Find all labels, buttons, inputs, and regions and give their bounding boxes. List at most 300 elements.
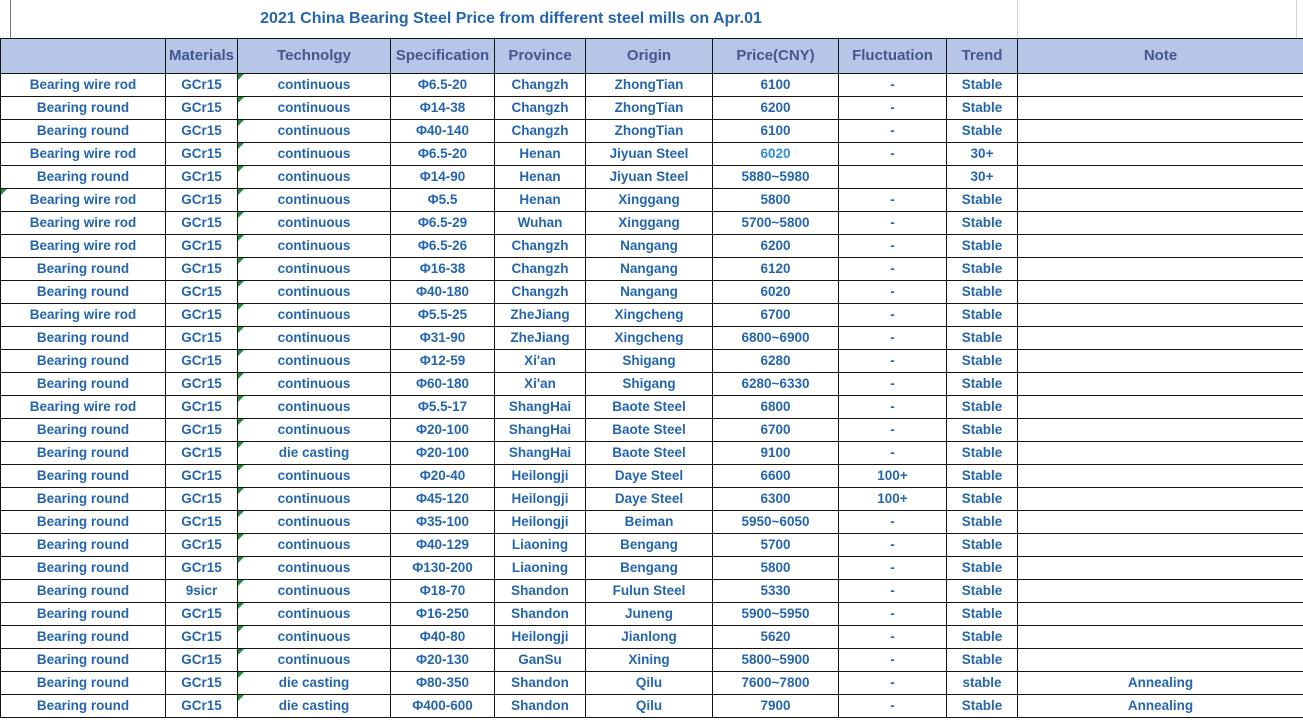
cell-product[interactable]: Bearing round bbox=[1, 120, 166, 143]
cell-materials[interactable]: GCr15 bbox=[166, 373, 238, 396]
header-cell-product[interactable] bbox=[1, 39, 166, 74]
cell-province[interactable]: ShangHai bbox=[495, 396, 586, 419]
cell-specification[interactable]: Φ130-200 bbox=[391, 557, 495, 580]
cell-province[interactable]: GanSu bbox=[495, 649, 586, 672]
cell-technology[interactable]: continuous bbox=[238, 511, 391, 534]
cell-technology[interactable]: continuous bbox=[238, 626, 391, 649]
cell-province[interactable]: ShangHai bbox=[495, 442, 586, 465]
cell-fluctuation[interactable]: 100+ bbox=[839, 488, 947, 511]
cell-product[interactable]: Bearing wire rod bbox=[1, 143, 166, 166]
cell-product[interactable]: Bearing round bbox=[1, 166, 166, 189]
cell-materials[interactable]: GCr15 bbox=[166, 350, 238, 373]
cell-technology[interactable]: continuous bbox=[238, 281, 391, 304]
cell-note[interactable] bbox=[1018, 511, 1303, 534]
cell-province[interactable]: Changzh bbox=[495, 120, 586, 143]
error-indicator-icon bbox=[238, 74, 244, 80]
cell-origin[interactable]: Fulun Steel bbox=[586, 580, 713, 603]
cell-product[interactable]: Bearing round bbox=[1, 511, 166, 534]
cell-province[interactable]: Heilongji bbox=[495, 488, 586, 511]
header-cell-fluctuation[interactable]: Fluctuation bbox=[839, 39, 947, 74]
cell-province[interactable]: Henan bbox=[495, 189, 586, 212]
cell-technology[interactable]: continuous bbox=[238, 258, 391, 281]
cell-price[interactable]: 6800~6900 bbox=[713, 327, 839, 350]
cell-origin[interactable]: ZhongTian bbox=[586, 120, 713, 143]
cell-materials[interactable]: GCr15 bbox=[166, 695, 238, 718]
cell-product[interactable]: Bearing wire rod bbox=[1, 189, 166, 212]
cell-note[interactable] bbox=[1018, 534, 1303, 557]
cell-price[interactable]: 6700 bbox=[713, 304, 839, 327]
cell-note[interactable] bbox=[1018, 258, 1303, 281]
cell-note[interactable] bbox=[1018, 396, 1303, 419]
cell-technology[interactable]: continuous bbox=[238, 212, 391, 235]
title-row bbox=[0, 0, 1303, 38]
cell-technology[interactable]: continuous bbox=[238, 419, 391, 442]
cell-origin[interactable]: Baote Steel bbox=[586, 419, 713, 442]
cell-province[interactable]: Henan bbox=[495, 166, 586, 189]
cell-origin[interactable]: Nangang bbox=[586, 258, 713, 281]
header-cell-specification[interactable]: Specification bbox=[391, 39, 495, 74]
table-row bbox=[1, 304, 1303, 327]
cell-price[interactable]: 6280~6330 bbox=[713, 373, 839, 396]
header-cell-price[interactable]: Price(CNY) bbox=[713, 39, 839, 74]
cell-technology[interactable]: continuous bbox=[238, 235, 391, 258]
cell-technology[interactable]: continuous bbox=[238, 120, 391, 143]
cell-fluctuation[interactable]: - bbox=[839, 373, 947, 396]
cell-technology[interactable]: continuous bbox=[238, 649, 391, 672]
cell-origin[interactable]: Xining bbox=[586, 649, 713, 672]
cell-trend[interactable]: Stable bbox=[947, 304, 1018, 327]
cell-fluctuation[interactable]: - bbox=[839, 672, 947, 695]
cell-product[interactable]: Bearing round bbox=[1, 442, 166, 465]
cell-materials[interactable]: GCr15 bbox=[166, 396, 238, 419]
cell-trend[interactable]: Stable bbox=[947, 120, 1018, 143]
cell-trend[interactable]: Stable bbox=[947, 626, 1018, 649]
cell-product[interactable]: Bearing round bbox=[1, 258, 166, 281]
cell-product[interactable]: Bearing round bbox=[1, 649, 166, 672]
cell-specification[interactable]: Φ6.5-20 bbox=[391, 143, 495, 166]
cell-specification[interactable]: Φ18-70 bbox=[391, 580, 495, 603]
cell-origin[interactable]: Jianlong bbox=[586, 626, 713, 649]
cell-province[interactable]: Shandon bbox=[495, 580, 586, 603]
cell-specification[interactable]: Φ80-350 bbox=[391, 672, 495, 695]
cell-origin[interactable]: Baote Steel bbox=[586, 442, 713, 465]
cell-fluctuation[interactable]: - bbox=[839, 189, 947, 212]
cell-fluctuation[interactable] bbox=[839, 166, 947, 189]
cell-note[interactable] bbox=[1018, 626, 1303, 649]
cell-price[interactable]: 5330 bbox=[713, 580, 839, 603]
cell-note[interactable] bbox=[1018, 327, 1303, 350]
cell-price[interactable]: 5900~5950 bbox=[713, 603, 839, 626]
cell-price[interactable]: 5950~6050 bbox=[713, 511, 839, 534]
cell-specification[interactable]: Φ14-90 bbox=[391, 166, 495, 189]
cell-fluctuation[interactable]: - bbox=[839, 557, 947, 580]
cell-province[interactable]: Xi'an bbox=[495, 350, 586, 373]
cell-province[interactable]: Changzh bbox=[495, 74, 586, 97]
cell-materials[interactable]: GCr15 bbox=[166, 419, 238, 442]
cell-fluctuation[interactable]: - bbox=[839, 603, 947, 626]
cell-province[interactable]: Wuhan bbox=[495, 212, 586, 235]
header-cell-origin[interactable]: Origin bbox=[586, 39, 713, 74]
cell-fluctuation[interactable]: - bbox=[839, 442, 947, 465]
cell-materials[interactable]: GCr15 bbox=[166, 465, 238, 488]
cell-price[interactable]: 9100 bbox=[713, 442, 839, 465]
cell-specification[interactable]: Φ6.5-29 bbox=[391, 212, 495, 235]
cell-note[interactable] bbox=[1018, 580, 1303, 603]
cell-technology[interactable]: continuous bbox=[238, 534, 391, 557]
cell-specification[interactable]: Φ5.5 bbox=[391, 189, 495, 212]
cell-trend[interactable]: Stable bbox=[947, 373, 1018, 396]
cell-price[interactable]: 6700 bbox=[713, 419, 839, 442]
cell-province[interactable]: Heilongji bbox=[495, 511, 586, 534]
cell-province[interactable]: ShangHai bbox=[495, 419, 586, 442]
cell-product[interactable]: Bearing round bbox=[1, 488, 166, 511]
cell-fluctuation[interactable]: - bbox=[839, 580, 947, 603]
cell-origin[interactable]: Xinggang bbox=[586, 189, 713, 212]
cell-materials[interactable]: GCr15 bbox=[166, 534, 238, 557]
cell-materials[interactable]: 9sicr bbox=[166, 580, 238, 603]
cell-note[interactable] bbox=[1018, 488, 1303, 511]
cell-note[interactable] bbox=[1018, 189, 1303, 212]
table-row bbox=[1, 580, 1303, 603]
cell-province[interactable]: Xi'an bbox=[495, 373, 586, 396]
cell-materials[interactable]: GCr15 bbox=[166, 488, 238, 511]
cell-trend[interactable]: Stable bbox=[947, 465, 1018, 488]
cell-province[interactable]: Heilongji bbox=[495, 465, 586, 488]
cell-price[interactable]: 5700~5800 bbox=[713, 212, 839, 235]
cell-technology[interactable]: continuous bbox=[238, 143, 391, 166]
cell-specification[interactable]: Φ14-38 bbox=[391, 97, 495, 120]
cell-trend[interactable]: Stable bbox=[947, 74, 1018, 97]
cell-fluctuation[interactable]: - bbox=[839, 419, 947, 442]
cell-origin[interactable]: Nangang bbox=[586, 281, 713, 304]
cell-specification[interactable]: Φ60-180 bbox=[391, 373, 495, 396]
cell-product[interactable]: Bearing round bbox=[1, 672, 166, 695]
cell-specification[interactable]: Φ45-120 bbox=[391, 488, 495, 511]
cell-origin[interactable]: ZhongTian bbox=[586, 97, 713, 120]
cell-origin[interactable]: Shigang bbox=[586, 350, 713, 373]
cell-product[interactable]: Bearing round bbox=[1, 419, 166, 442]
cell-technology[interactable]: continuous bbox=[238, 327, 391, 350]
cell-trend[interactable]: 30+ bbox=[947, 143, 1018, 166]
cell-province[interactable]: Changzh bbox=[495, 281, 586, 304]
cell-specification[interactable]: Φ40-140 bbox=[391, 120, 495, 143]
cell-price[interactable]: 7600~7800 bbox=[713, 672, 839, 695]
cell-trend[interactable]: 30+ bbox=[947, 166, 1018, 189]
cell-note[interactable] bbox=[1018, 212, 1303, 235]
cell-province[interactable]: ZheJiang bbox=[495, 304, 586, 327]
cell-technology[interactable]: continuous bbox=[238, 557, 391, 580]
cell-price[interactable]: 6280 bbox=[713, 350, 839, 373]
cell-price[interactable]: 6120 bbox=[713, 258, 839, 281]
cell-note[interactable] bbox=[1018, 649, 1303, 672]
cell-note[interactable] bbox=[1018, 350, 1303, 373]
cell-fluctuation[interactable]: - bbox=[839, 396, 947, 419]
cell-specification[interactable]: Φ5.5-25 bbox=[391, 304, 495, 327]
header-cell-materials[interactable]: Materials bbox=[166, 39, 238, 74]
cell-trend[interactable]: Stable bbox=[947, 258, 1018, 281]
cell-note[interactable] bbox=[1018, 235, 1303, 258]
cell-origin[interactable]: Xingcheng bbox=[586, 327, 713, 350]
cell-note[interactable] bbox=[1018, 304, 1303, 327]
cell-province[interactable]: Liaoning bbox=[495, 534, 586, 557]
cell-technology[interactable]: die casting bbox=[238, 442, 391, 465]
cell-specification[interactable]: Φ20-100 bbox=[391, 419, 495, 442]
cell-materials[interactable]: GCr15 bbox=[166, 212, 238, 235]
cell-trend[interactable]: Stable bbox=[947, 327, 1018, 350]
cell-trend[interactable]: Stable bbox=[947, 534, 1018, 557]
cell-materials[interactable]: GCr15 bbox=[166, 511, 238, 534]
cell-specification[interactable]: Φ40-80 bbox=[391, 626, 495, 649]
table-row bbox=[1, 488, 1303, 511]
cell-product[interactable]: Bearing round bbox=[1, 603, 166, 626]
cell-price[interactable]: 5800~5900 bbox=[713, 649, 839, 672]
cell-origin[interactable]: Baote Steel bbox=[586, 396, 713, 419]
cell-specification[interactable]: Φ40-129 bbox=[391, 534, 495, 557]
cell-technology[interactable]: continuous bbox=[238, 396, 391, 419]
cell-trend[interactable]: Stable bbox=[947, 488, 1018, 511]
cell-technology[interactable]: continuous bbox=[238, 166, 391, 189]
cell-note[interactable] bbox=[1018, 603, 1303, 626]
cell-trend[interactable]: Stable bbox=[947, 281, 1018, 304]
cell-materials[interactable]: GCr15 bbox=[166, 626, 238, 649]
cell-trend[interactable]: Stable bbox=[947, 212, 1018, 235]
cell-fluctuation[interactable]: - bbox=[839, 304, 947, 327]
cell-note[interactable]: Annealing bbox=[1018, 695, 1303, 718]
cell-product[interactable]: Bearing round bbox=[1, 327, 166, 350]
cell-origin[interactable]: Daye Steel bbox=[586, 465, 713, 488]
cell-province[interactable]: Heilongji bbox=[495, 626, 586, 649]
cell-fluctuation[interactable]: - bbox=[839, 120, 947, 143]
cell-price[interactable]: 5620 bbox=[713, 626, 839, 649]
cell-technology[interactable]: continuous bbox=[238, 189, 391, 212]
cell-note[interactable] bbox=[1018, 557, 1303, 580]
cell-fluctuation[interactable]: - bbox=[839, 626, 947, 649]
cell-technology[interactable]: continuous bbox=[238, 580, 391, 603]
cell-price[interactable]: 6100 bbox=[713, 120, 839, 143]
cell-province[interactable]: Henan bbox=[495, 143, 586, 166]
table-row bbox=[1, 396, 1303, 419]
cell-trend[interactable]: Stable bbox=[947, 350, 1018, 373]
cell-note[interactable] bbox=[1018, 74, 1303, 97]
error-indicator-icon bbox=[238, 327, 244, 333]
cell-specification[interactable]: Φ12-59 bbox=[391, 350, 495, 373]
cell-materials[interactable]: GCr15 bbox=[166, 189, 238, 212]
cell-price[interactable]: 6800 bbox=[713, 396, 839, 419]
header-cell-trend[interactable]: Trend bbox=[947, 39, 1018, 74]
header-cell-technology[interactable]: Technolgy bbox=[238, 39, 391, 74]
cell-materials[interactable]: GCr15 bbox=[166, 143, 238, 166]
cell-materials[interactable]: GCr15 bbox=[166, 281, 238, 304]
cell-price[interactable]: 5880~5980 bbox=[713, 166, 839, 189]
cell-materials[interactable]: GCr15 bbox=[166, 442, 238, 465]
cell-note[interactable] bbox=[1018, 97, 1303, 120]
cell-province[interactable]: Shandon bbox=[495, 695, 586, 718]
cell-origin[interactable]: Nangang bbox=[586, 235, 713, 258]
cell-product[interactable]: Bearing round bbox=[1, 373, 166, 396]
cell-specification[interactable]: Φ20-100 bbox=[391, 442, 495, 465]
cell-note[interactable]: Annealing bbox=[1018, 672, 1303, 695]
cell-technology[interactable]: continuous bbox=[238, 74, 391, 97]
cell-price[interactable]: 6600 bbox=[713, 465, 839, 488]
cell-product[interactable]: Bearing round bbox=[1, 97, 166, 120]
cell-specification[interactable]: Φ40-180 bbox=[391, 281, 495, 304]
cell-fluctuation[interactable]: - bbox=[839, 235, 947, 258]
cell-product[interactable]: Bearing round bbox=[1, 281, 166, 304]
cell-technology[interactable]: continuous bbox=[238, 488, 391, 511]
cell-province[interactable]: Liaoning bbox=[495, 557, 586, 580]
cell-trend[interactable]: Stable bbox=[947, 235, 1018, 258]
cell-materials[interactable]: GCr15 bbox=[166, 97, 238, 120]
cell-materials[interactable]: GCr15 bbox=[166, 258, 238, 281]
cell-fluctuation[interactable]: 100+ bbox=[839, 465, 947, 488]
cell-note[interactable] bbox=[1018, 465, 1303, 488]
cell-technology[interactable]: die casting bbox=[238, 672, 391, 695]
cell-origin[interactable]: Beiman bbox=[586, 511, 713, 534]
cell-price[interactable]: 6200 bbox=[713, 235, 839, 258]
cell-trend[interactable]: stable bbox=[947, 672, 1018, 695]
cell-fluctuation[interactable]: - bbox=[839, 649, 947, 672]
cell-note[interactable] bbox=[1018, 442, 1303, 465]
cell-origin[interactable]: Daye Steel bbox=[586, 488, 713, 511]
cell-price[interactable]: 5700 bbox=[713, 534, 839, 557]
cell-product[interactable]: Bearing wire rod bbox=[1, 212, 166, 235]
cell-province[interactable]: Shandon bbox=[495, 603, 586, 626]
cell-specification[interactable]: Φ16-250 bbox=[391, 603, 495, 626]
cell-technology[interactable]: continuous bbox=[238, 465, 391, 488]
cell-specification[interactable]: Φ5.5-17 bbox=[391, 396, 495, 419]
cell-product[interactable]: Bearing round bbox=[1, 626, 166, 649]
cell-origin[interactable]: Bengang bbox=[586, 534, 713, 557]
cell-technology[interactable]: continuous bbox=[238, 97, 391, 120]
cell-materials[interactable]: GCr15 bbox=[166, 304, 238, 327]
cell-fluctuation[interactable]: - bbox=[839, 695, 947, 718]
cell-specification[interactable]: Φ6.5-26 bbox=[391, 235, 495, 258]
cell-specification[interactable]: Φ35-100 bbox=[391, 511, 495, 534]
cell-price[interactable]: 6020 bbox=[713, 281, 839, 304]
cell-materials[interactable]: GCr15 bbox=[166, 557, 238, 580]
cell-materials[interactable]: GCr15 bbox=[166, 672, 238, 695]
cell-origin[interactable]: Juneng bbox=[586, 603, 713, 626]
cell-province[interactable]: ZheJiang bbox=[495, 327, 586, 350]
cell-fluctuation[interactable]: - bbox=[839, 350, 947, 373]
cell-price[interactable]: 6200 bbox=[713, 97, 839, 120]
cell-trend[interactable]: Stable bbox=[947, 442, 1018, 465]
cell-technology[interactable]: continuous bbox=[238, 603, 391, 626]
cell-fluctuation[interactable]: - bbox=[839, 97, 947, 120]
cell-price[interactable]: 5800 bbox=[713, 557, 839, 580]
cell-product[interactable]: Bearing round bbox=[1, 695, 166, 718]
cell-trend[interactable]: Stable bbox=[947, 557, 1018, 580]
cell-trend[interactable]: Stable bbox=[947, 580, 1018, 603]
cell-fluctuation[interactable]: - bbox=[839, 534, 947, 557]
cell-product[interactable]: Bearing wire rod bbox=[1, 74, 166, 97]
cell-price[interactable]: 7900 bbox=[713, 695, 839, 718]
cell-origin[interactable]: Shigang bbox=[586, 373, 713, 396]
sheet-title[interactable]: 2021 China Bearing Steel Price from different steel mills on Apr.01 bbox=[10, 0, 1011, 38]
cell-origin[interactable]: Xinggang bbox=[586, 212, 713, 235]
cell-note[interactable] bbox=[1018, 143, 1303, 166]
cell-specification[interactable]: Φ31-90 bbox=[391, 327, 495, 350]
cell-origin[interactable]: Jiyuan Steel bbox=[586, 166, 713, 189]
cell-materials[interactable]: GCr15 bbox=[166, 327, 238, 350]
cell-materials[interactable]: GCr15 bbox=[166, 235, 238, 258]
cell-technology[interactable]: continuous bbox=[238, 304, 391, 327]
cell-trend[interactable]: Stable bbox=[947, 419, 1018, 442]
cell-note[interactable] bbox=[1018, 166, 1303, 189]
cell-materials[interactable]: GCr15 bbox=[166, 603, 238, 626]
cell-note[interactable] bbox=[1018, 373, 1303, 396]
cell-product[interactable]: Bearing round bbox=[1, 465, 166, 488]
cell-province[interactable]: Changzh bbox=[495, 258, 586, 281]
cell-materials[interactable]: GCr15 bbox=[166, 166, 238, 189]
cell-trend[interactable]: Stable bbox=[947, 189, 1018, 212]
cell-fluctuation[interactable]: - bbox=[839, 511, 947, 534]
error-indicator-icon bbox=[238, 396, 244, 402]
cell-product[interactable]: Bearing round bbox=[1, 350, 166, 373]
cell-specification[interactable]: Φ20-40 bbox=[391, 465, 495, 488]
cell-fluctuation[interactable]: - bbox=[839, 281, 947, 304]
cell-trend[interactable]: Stable bbox=[947, 97, 1018, 120]
table-row bbox=[1, 189, 1303, 212]
cell-origin[interactable]: Xingcheng bbox=[586, 304, 713, 327]
cell-technology[interactable]: die casting bbox=[238, 695, 391, 718]
cell-materials[interactable]: GCr15 bbox=[166, 649, 238, 672]
cell-product[interactable]: Bearing wire rod bbox=[1, 304, 166, 327]
cell-product[interactable]: Bearing wire rod bbox=[1, 235, 166, 258]
cell-specification[interactable]: Φ16-38 bbox=[391, 258, 495, 281]
cell-specification[interactable]: Φ20-130 bbox=[391, 649, 495, 672]
cell-note[interactable] bbox=[1018, 120, 1303, 143]
cell-product[interactable]: Bearing wire rod bbox=[1, 396, 166, 419]
cell-fluctuation[interactable]: - bbox=[839, 258, 947, 281]
cell-specification[interactable]: Φ6.5-20 bbox=[391, 74, 495, 97]
cell-product[interactable]: Bearing round bbox=[1, 534, 166, 557]
cell-trend[interactable]: Stable bbox=[947, 603, 1018, 626]
cell-materials[interactable]: GCr15 bbox=[166, 120, 238, 143]
cell-technology[interactable]: continuous bbox=[238, 350, 391, 373]
cell-product[interactable]: Bearing round bbox=[1, 557, 166, 580]
cell-trend[interactable]: Stable bbox=[947, 649, 1018, 672]
cell-origin[interactable]: Qilu bbox=[586, 695, 713, 718]
cell-note[interactable] bbox=[1018, 281, 1303, 304]
cell-price[interactable]: 5800 bbox=[713, 189, 839, 212]
cell-price[interactable]: 6100 bbox=[713, 74, 839, 97]
cell-specification[interactable]: Φ400-600 bbox=[391, 695, 495, 718]
cell-province[interactable]: Shandon bbox=[495, 672, 586, 695]
header-cell-note[interactable]: Note bbox=[1018, 39, 1303, 74]
cell-fluctuation[interactable]: - bbox=[839, 74, 947, 97]
cell-product[interactable]: Bearing round bbox=[1, 580, 166, 603]
header-cell-province[interactable]: Province bbox=[495, 39, 586, 74]
cell-trend[interactable]: Stable bbox=[947, 695, 1018, 718]
cell-note[interactable] bbox=[1018, 419, 1303, 442]
cell-price[interactable]: 6300 bbox=[713, 488, 839, 511]
cell-origin[interactable]: ZhongTian bbox=[586, 74, 713, 97]
cell-fluctuation[interactable]: - bbox=[839, 143, 947, 166]
cell-fluctuation[interactable]: - bbox=[839, 212, 947, 235]
cell-trend[interactable]: Stable bbox=[947, 396, 1018, 419]
cell-technology[interactable]: continuous bbox=[238, 373, 391, 396]
cell-origin[interactable]: Qilu bbox=[586, 672, 713, 695]
cell-price[interactable]: 6020 bbox=[713, 143, 839, 166]
cell-fluctuation[interactable]: - bbox=[839, 327, 947, 350]
cell-province[interactable]: Changzh bbox=[495, 235, 586, 258]
cell-origin[interactable]: Bengang bbox=[586, 557, 713, 580]
cell-trend[interactable]: Stable bbox=[947, 511, 1018, 534]
cell-province[interactable]: Changzh bbox=[495, 97, 586, 120]
cell-materials[interactable]: GCr15 bbox=[166, 74, 238, 97]
cell-origin[interactable]: Jiyuan Steel bbox=[586, 143, 713, 166]
